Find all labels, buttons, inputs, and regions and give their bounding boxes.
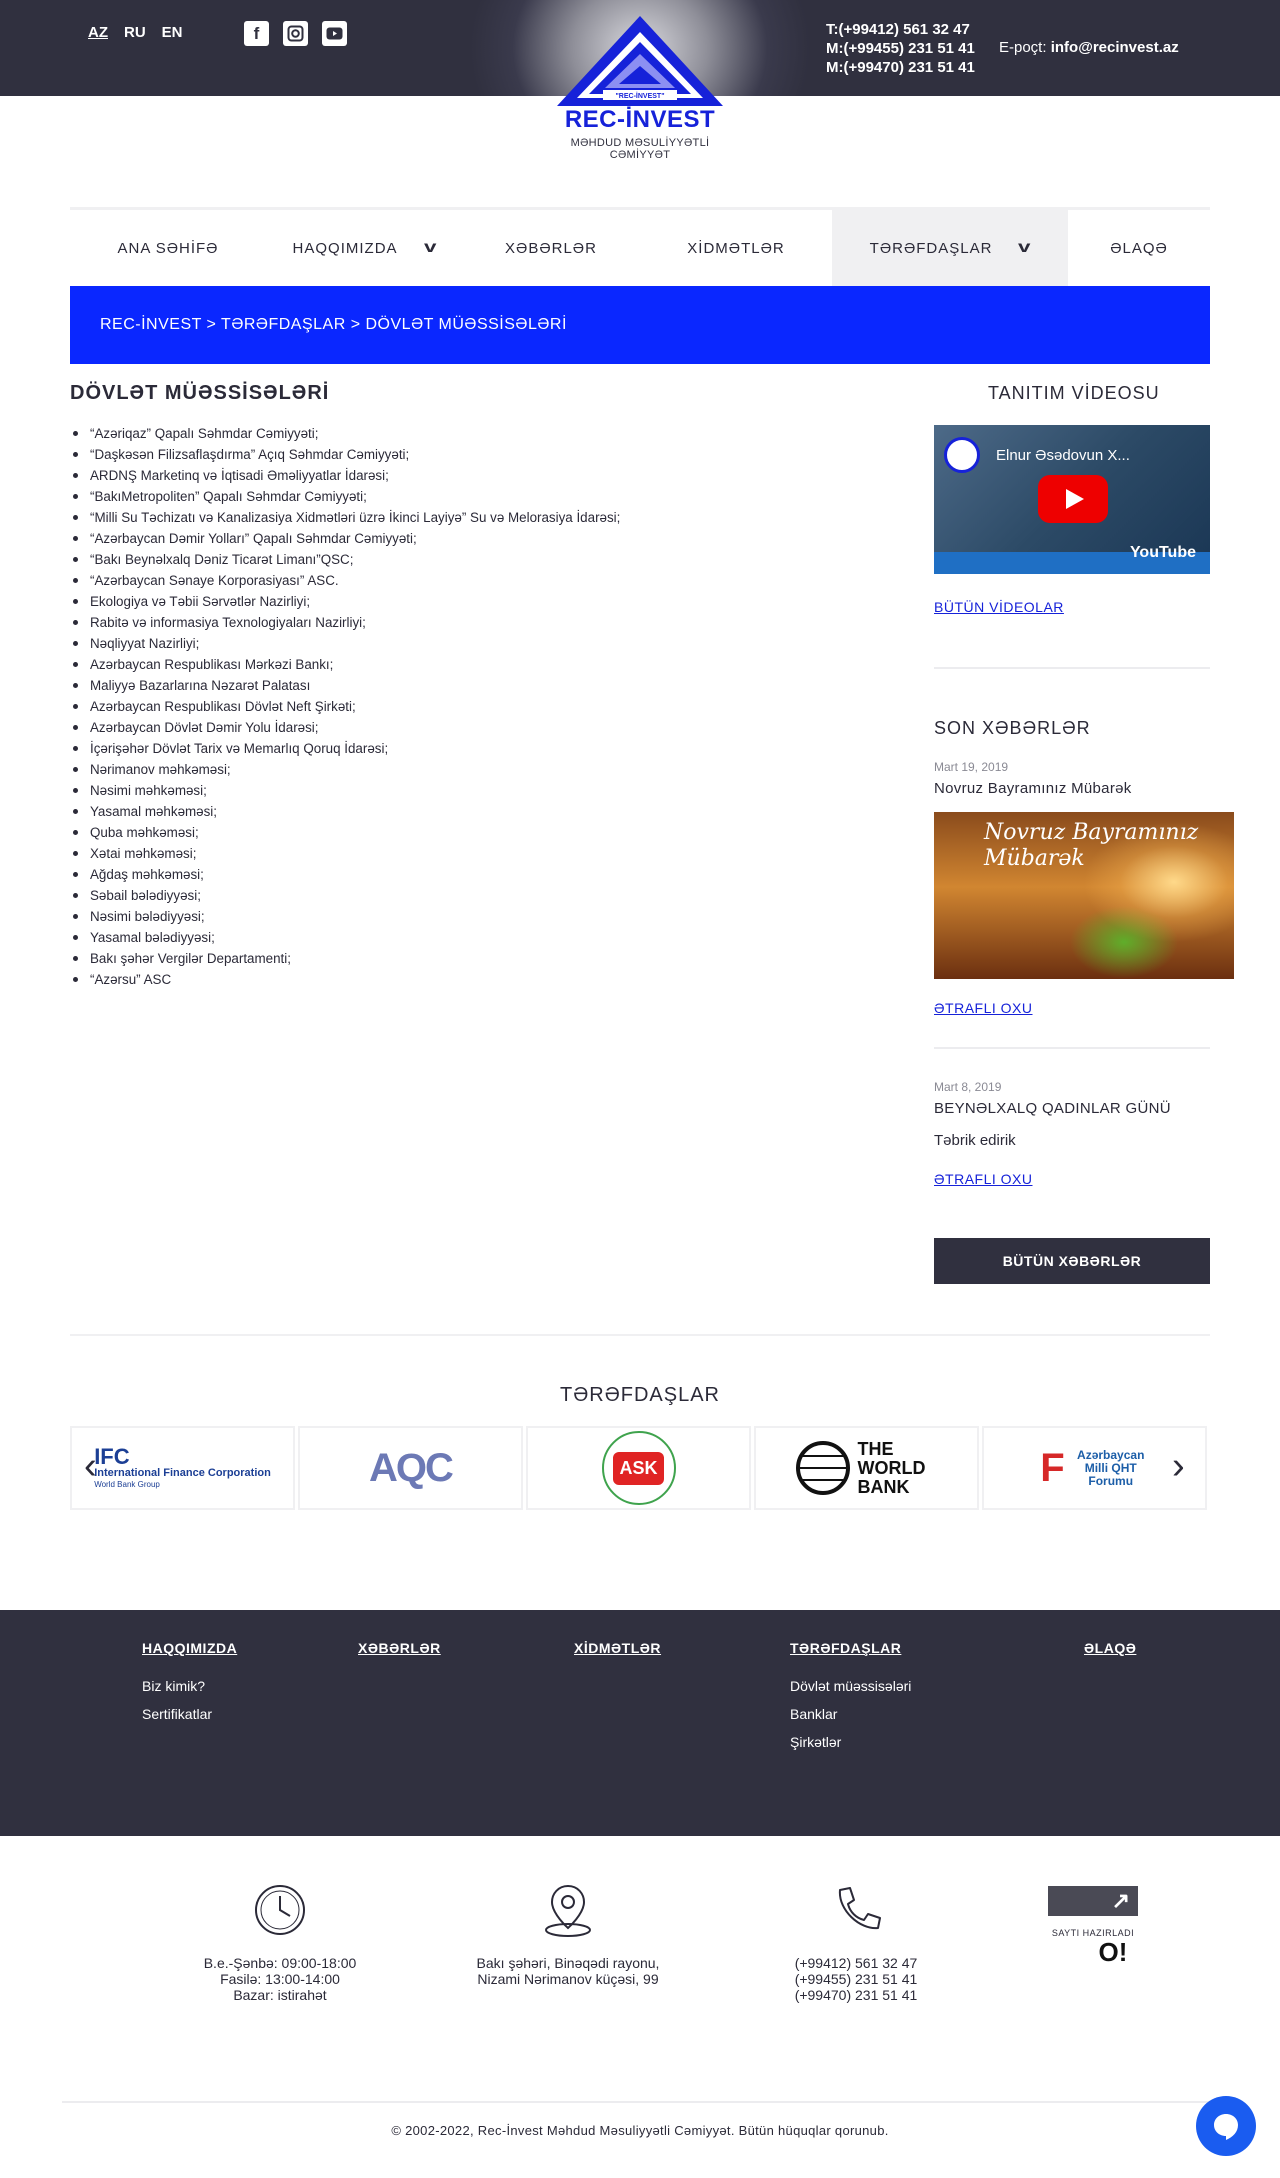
video-title[interactable]: Elnur Əsədovun X...: [996, 447, 1130, 464]
logo-title: REC-İNVEST: [564, 106, 716, 133]
footer-heading[interactable]: HAQQIMIZDA: [142, 1640, 238, 1656]
nav-home[interactable]: [70, 210, 266, 286]
video-heading: TANITIM VİDEOSU: [988, 383, 1160, 403]
footer-col-news: [358, 1640, 441, 1678]
channel-avatar[interactable]: [944, 437, 980, 473]
nav-news[interactable]: [462, 210, 640, 286]
list-item: Xətai məhkəməsi;: [90, 843, 910, 864]
footer-col-partners: [790, 1640, 911, 1762]
phone-list: [826, 20, 975, 77]
phone-line[interactable]: (+99470) 231 51 41: [794, 1987, 918, 2003]
footer-link[interactable]: Şirkətlər: [790, 1734, 842, 1750]
nav-services[interactable]: [640, 210, 832, 286]
phone-line[interactable]: (+99412) 561 32 47: [794, 1955, 918, 1971]
nav-partners[interactable]: [832, 210, 1068, 286]
all-news-button[interactable]: BÜTÜN XƏBƏRLƏR: [934, 1238, 1210, 1284]
nav-services-label: XİDMƏTLƏR: [687, 239, 785, 257]
news-excerpt: Təbrik edirik: [934, 1132, 1016, 1149]
list-item: Nəsimi məhkəməsi;: [90, 780, 910, 801]
list-item: Ağdaş məhkəməsi;: [90, 864, 910, 885]
nav-partners-label: TƏRƏFDAŞLAR: [869, 239, 993, 257]
section-divider: [70, 1334, 1210, 1336]
email-link[interactable]: info@recinvest.az: [1050, 39, 1179, 56]
list-item: “Bakı Beynəlxalq Dəniz Ticarət Limanı”QSC;: [90, 549, 910, 570]
working-hours: [150, 1882, 410, 2003]
play-icon[interactable]: [1038, 475, 1108, 523]
lang-ru[interactable]: RU: [124, 24, 146, 41]
chevron-down-icon[interactable]: v: [423, 239, 438, 256]
partner-logo-ask[interactable]: [526, 1426, 751, 1510]
address-line-1: Bakı şəhəri, Binəqədi rayonu,: [476, 1955, 660, 1971]
list-item: “Milli Su Təchizatı və Kanalizasiya Xidmətləri üzrə İkinci Layiyə” Su və Melorasiya İdarəsi;: [90, 507, 910, 528]
phone-1[interactable]: T:(+99412) 561 32 47: [826, 21, 970, 38]
footer: [0, 1610, 1280, 1836]
institutions-list: [90, 423, 910, 990]
footer-heading[interactable]: XİDMƏTLƏR: [574, 1640, 662, 1656]
all-videos-link[interactable]: BÜTÜN VİDEOLAR: [934, 599, 1064, 615]
list-item: “Daşkəsən Filizsaflaşdırma” Açıq Səhmdar Cəmiyyəti;: [90, 444, 910, 465]
news-date: Mart 19, 2019: [934, 760, 1009, 774]
news-image-text: Novruz Bayramınız Mübarək: [984, 820, 1199, 871]
world-bank-logo: THE WORLD BANK: [796, 1440, 938, 1497]
ifc-logo: IFC International Finance Corporation World Bank Group: [94, 1444, 271, 1489]
developer-label: SAYTI HAZIRLADI: [1051, 1928, 1135, 1938]
video-embed[interactable]: [934, 425, 1210, 574]
list-item: Quba məhkəməsi;: [90, 822, 910, 843]
footer-heading[interactable]: TƏRƏFDAŞLAR: [790, 1640, 902, 1656]
developer-logo[interactable]: O!: [1098, 1937, 1128, 1967]
chat-widget-button[interactable]: [1196, 2096, 1256, 2156]
list-item: Nəqliyyat Nazirliyi;: [90, 633, 910, 654]
lang-en[interactable]: EN: [161, 24, 183, 41]
language-switcher: [88, 24, 183, 41]
list-item: Azərbaycan Respublikası Dövlət Neft Şirkəti;: [90, 696, 910, 717]
youtube-icon[interactable]: [322, 21, 347, 46]
list-item: Yasamal bələdiyyəsi;: [90, 927, 910, 948]
facebook-icon[interactable]: f: [244, 21, 269, 46]
social-links: [244, 21, 347, 46]
logo-subtitle: MƏHDUD MƏSULİYYƏTLİ CƏMİYYƏT: [570, 137, 710, 161]
phone-icon: [830, 1882, 882, 1938]
footer-heading[interactable]: ƏLAQƏ: [1084, 1640, 1137, 1656]
email-contact: [999, 39, 1179, 56]
phones: [726, 1882, 986, 2003]
carousel-next-icon[interactable]: ›: [1172, 1445, 1185, 1487]
footer-link[interactable]: Dövlət müəssisələri: [790, 1678, 912, 1694]
list-item: Ekologiya və Təbii Sərvətlər Nazirliyi;: [90, 591, 910, 612]
list-item: “BakıMetropoliten” Qapalı Səhmdar Cəmiyyəti;: [90, 486, 910, 507]
page-title: DÖVLƏT MÜƏSSİSƏLƏRİ: [70, 382, 330, 404]
email-label: E-poçt:: [999, 39, 1047, 56]
partner-logo-aqc[interactable]: [298, 1426, 523, 1510]
news-date: Mart 8, 2019: [934, 1080, 1002, 1094]
site-logo[interactable]: [545, 14, 735, 161]
news-image[interactable]: [934, 812, 1234, 979]
phone-3[interactable]: M:(+99470) 231 51 41: [826, 59, 975, 76]
list-item: Azərbaycan Dövlət Dəmir Yolu İdarəsi;: [90, 717, 910, 738]
footer-col-about: [142, 1640, 237, 1734]
youtube-brand[interactable]: YouTube: [1129, 544, 1196, 561]
lang-az[interactable]: AZ: [88, 24, 108, 41]
nav-home-label: ANA SƏHİFƏ: [117, 239, 219, 257]
list-item: “Azərbaycan Dəmir Yolları” Qapalı Səhmdar Cəmiyyəti;: [90, 528, 910, 549]
hours-break: Fasilə: 13:00-14:00: [220, 1971, 340, 1987]
list-item: “Azərsu” ASC: [90, 969, 910, 990]
clock-icon: [254, 1882, 306, 1938]
nav-contact[interactable]: [1068, 210, 1210, 286]
list-item: Yasamal məhkəməsi;: [90, 801, 910, 822]
phone-line[interactable]: (+99455) 231 51 41: [794, 1971, 918, 1987]
hours-weekdays: B.e.-Şənbə: 09:00-18:00: [203, 1955, 357, 1971]
list-item: Azərbaycan Respublikası Mərkəzi Bankı;: [90, 654, 910, 675]
breadcrumb[interactable]: REC-İNVEST > TƏRƏFDAŞLAR > DÖVLƏT MÜƏSSİSƏLƏRİ: [70, 286, 1210, 364]
footer-col-contact: [1084, 1640, 1136, 1678]
list-item: “Azəriqaz” Qapalı Səhmdar Cəmiyyəti;: [90, 423, 910, 444]
footer-link[interactable]: Sertifikatlar: [142, 1706, 213, 1722]
divider: [934, 1047, 1210, 1049]
nav-about-label: HAQQIMIZDA: [292, 239, 398, 257]
list-item: Nəsimi bələdiyyəsi;: [90, 906, 910, 927]
partners-carousel: [70, 1426, 1210, 1510]
developer-credit[interactable]: [1048, 1886, 1138, 1966]
list-item: Səbail bələdiyyəsi;: [90, 885, 910, 906]
read-more-link[interactable]: ƏTRAFLI OXU: [934, 1171, 1033, 1187]
news-title[interactable]: BEYNƏLXALQ QADINLAR GÜNÜ: [934, 1100, 1171, 1117]
nav-about[interactable]: [266, 210, 462, 286]
list-item: İçərişəhər Dövlət Tarix və Memarlıq Qoruq İdarəsi;: [90, 738, 910, 759]
footer-col-services: [574, 1640, 661, 1678]
footer-link[interactable]: Banklar: [790, 1706, 838, 1722]
list-item: “Azərbaycan Sənaye Korporasiyası” ASC.: [90, 570, 910, 591]
news-heading: SON XƏBƏRLƏR: [934, 718, 1091, 738]
globe-icon: [796, 1441, 850, 1495]
chat-bubble-icon: [1211, 2111, 1241, 2141]
logo-badge-text: "REC-İNVEST": [615, 93, 665, 100]
address: [438, 1882, 698, 1987]
instagram-icon[interactable]: [283, 21, 308, 46]
location-pin-icon: [542, 1882, 594, 1938]
hours-sunday: Bazar: istirahət: [233, 1987, 327, 2003]
partner-logo-world-bank[interactable]: [754, 1426, 979, 1510]
list-item: Rabitə və informasiya Texnologiyaları Nazirliyi;: [90, 612, 910, 633]
ask-logo: ASK: [602, 1431, 676, 1505]
news-title[interactable]: Novruz Bayramınız Mübarək: [934, 780, 1132, 797]
nav-news-label: XƏBƏRLƏR: [505, 239, 597, 257]
address-line-2: Nizami Nərimanov küçəsi, 99: [477, 1971, 659, 1987]
list-item: ARDNŞ Marketinq və İqtisadi Əməliyyatlar İdarəsi;: [90, 465, 910, 486]
divider: [62, 2101, 1218, 2103]
partners-heading: TƏRƏFDAŞLAR: [559, 1384, 720, 1406]
footer-heading[interactable]: XƏBƏRLƏR: [358, 1640, 441, 1656]
logo-triangle-icon: [545, 14, 735, 109]
list-item: Nərimanov məhkəməsi;: [90, 759, 910, 780]
carousel-prev-icon[interactable]: ‹: [84, 1445, 97, 1487]
phone-2[interactable]: M:(+99455) 231 51 41: [826, 40, 975, 57]
main-nav: [70, 207, 1210, 286]
divider: [934, 667, 1210, 669]
partner-logo-ifc[interactable]: [70, 1426, 295, 1510]
read-more-link[interactable]: ƏTRAFLI OXU: [934, 1000, 1033, 1016]
nav-contact-label: ƏLAQƏ: [1110, 239, 1168, 257]
chevron-down-icon[interactable]: v: [1018, 239, 1033, 256]
external-link-icon[interactable]: [1048, 1886, 1138, 1916]
list-item: Maliyyə Bazarlarına Nəzarət Palatası: [90, 675, 910, 696]
copyright: © 2002-2022, Rec-İnvest Məhdud Məsuliyyətli Cəmiyyət. Bütün hüquqlar qorunub.: [391, 2123, 889, 2138]
aqc-logo: AQC: [369, 1445, 452, 1490]
qht-logo: F Azərbaycan Milli QHT Forumu: [1040, 1445, 1145, 1490]
footer-link[interactable]: Biz kimik?: [142, 1678, 206, 1694]
list-item: Bakı şəhər Vergilər Departamenti;: [90, 948, 910, 969]
